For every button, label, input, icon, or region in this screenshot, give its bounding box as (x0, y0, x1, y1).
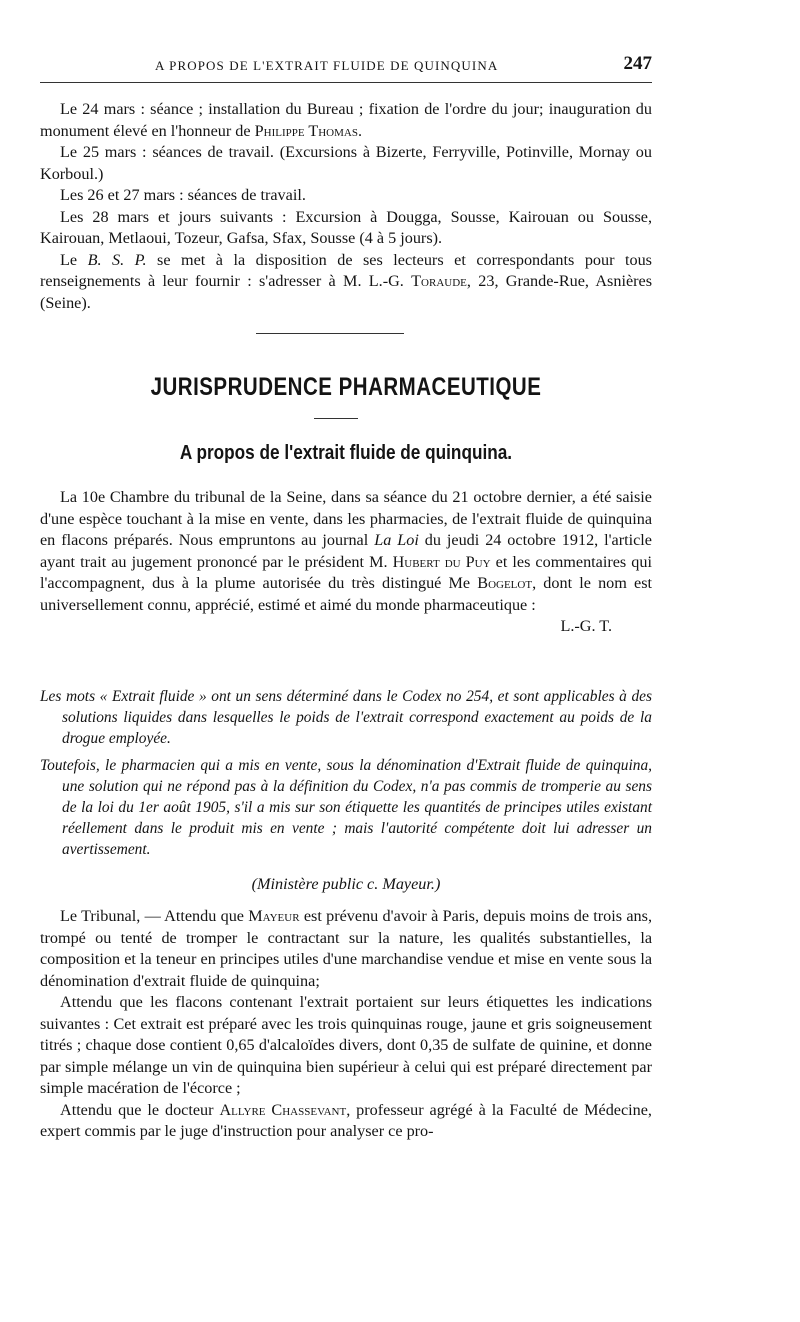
intro-paragraph: La 10e Chambre du tribunal de la Seine, dans sa séance du 21 octobre dernier, a été saisie d'une espèce touchant à la mise en vente, dans les pharmacies, de l'extrait fluide de quinquina en flacons préparés. Nous empruntons au journal La Loi du jeudi 24 octobre 1912, l'article ayant trait au jugement prononcé par le président M. Hubert du Puy et les commentaires qui l'accompagnent, dus à la plume autorisée du très distingué Me Bogelot, dont le nom est universellement connu, apprécié, estimé et aimé du monde pharmaceutique : (40, 488, 652, 614)
page-number: 247 (623, 53, 652, 74)
article-subtitle: A propos de l'extrait fluide de quinquina. (179, 442, 513, 464)
summary-2: Toutefois, le pharmacien qui a mis en vente, sous la dénomination d'Extrait fluide de quinquina, une solution qui ne répond pas à la définition du Codex, n'a pas commis de tromperie au sens de la loi du 1er août 1905, s'il a mis sur son étiquette les quantités de principes utiles existant réellement dans le produit mis en vente ; mais l'autorité compétente doit lui adresser un avertissement. (40, 757, 652, 858)
person-name: Allyre Chassevant (219, 1100, 347, 1119)
section-divider (256, 333, 404, 334)
case-caption: (Ministère public c. Mayeur.) (251, 875, 441, 893)
announcement-p5: Le B. S. P. se met à la disposition de ses lecteurs et correspondants pour tous renseignements à leur fournir : s'adresser à M. L.-G. Toraude, 23, Grande-Rue, Asnières (Seine). (40, 250, 652, 312)
person-name: Bogelot (477, 574, 533, 592)
intro-block (40, 487, 652, 638)
title-rule (314, 418, 358, 419)
summary-1: Les mots « Extrait fluide » ont un sens déterminé dans le Codex no 254, et sont applicables à des solutions liquides dans lesquelles le poids de l'extrait correspond exactement au poids de la drogue employée. (40, 688, 652, 747)
announcement-p4: Les 28 mars et jours suivants : Excursion à Dougga, Sousse, Kairouan ou Sousse, Kairouan, Metlaoui, Tozeur, Gafsa, Sfax, Sousse (4 à 5 jours). (40, 207, 652, 247)
judgment-p1: Le Tribunal, — Attendu que Mayeur est prévenu d'avoir à Paris, depuis moins de trois ans, trompé ou tenté de tromper le contractant sur la nature, les qualités substantielles, la composition et la teneur en principes utiles d'une marchandise vendue et mise en vente sous la dénomination d'extrait fluide de quinquina; (40, 907, 652, 990)
running-header (40, 53, 652, 80)
running-title: A PROPOS DE L'EXTRAIT FLUIDE DE QUINQUINA (155, 58, 499, 73)
person-name: Mayeur (382, 875, 431, 893)
journal-name: La Loi (374, 531, 419, 549)
person-name: Hubert du Puy (392, 552, 491, 571)
announcement-p2: Le 25 mars : séances de travail. (Excursions à Bizerte, Ferryville, Potinville, Mornay ou Korboul.) (40, 143, 652, 183)
person-name: Mayeur (248, 907, 300, 925)
section-title: JURISPRUDENCE PHARMACEUTIQUE (150, 373, 542, 401)
person-name: Philippe Thomas (254, 121, 358, 140)
summary-block (40, 686, 652, 860)
judgment-p2: Attendu que les flacons contenant l'extrait portaient sur leurs étiquettes les indications suivantes : Cet extrait est préparé avec les trois quinquinas rouge, jaune et gris soigneusement titrés ; chaque dose contient 0,65 d'alcaloïdes divers, dont 0,35 de sulfate de quinine, et donne par simple mélange un vin de quinquina bien supérieur à celui qui est préparé directement par simple macération de l'écorce ; (40, 993, 652, 1097)
journal-abbrev: B. S. P. (87, 250, 147, 269)
judgment-block (40, 906, 652, 1143)
announcement-p3: Les 26 et 27 mars : séances de travail. (60, 186, 306, 204)
announcement-block (40, 99, 652, 314)
signature: L.-G. T. (560, 617, 612, 635)
judgment-p3: Attendu que le docteur Allyre Chassevant, professeur agrégé à la Faculté de Médecine, expert commis par le juge d'instruction pour analyser ce pro- (40, 1100, 652, 1140)
header-rule (40, 82, 652, 83)
person-name: Toraude (411, 272, 467, 290)
announcement-p1: Le 24 mars : séance ; installation du Bureau ; fixation de l'ordre du jour; inauguration du monument élevé en l'honneur de Philippe Thomas. (40, 100, 652, 140)
